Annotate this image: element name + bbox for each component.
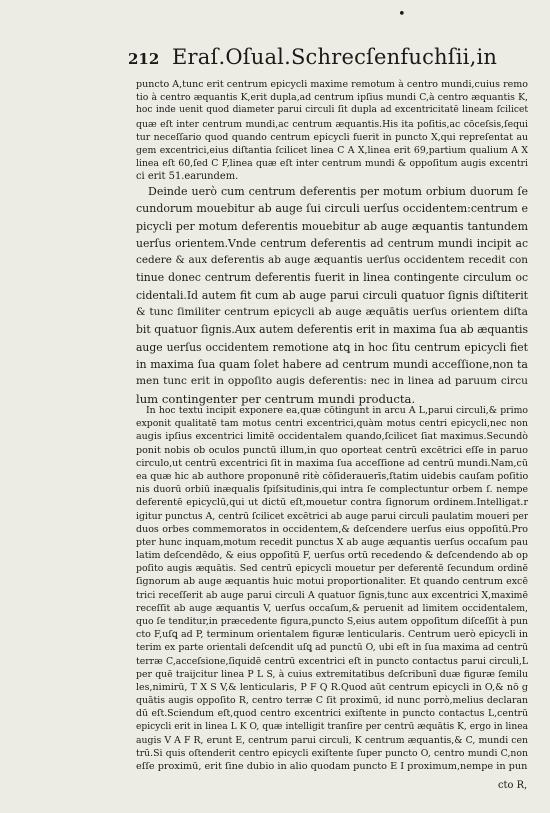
text-line: circulo,ut centrū excentrici ſit in maxima ſua acceſſione ad centrū mundi.Nam,cū: [136, 457, 528, 469]
text-line: ponit nobis ob oculos punctū illum,in quo oporteat centrū excētrici eſſe in paruo: [136, 444, 528, 456]
running-head: Eraſ.Oſual.Schrecſenfuchſii,in: [172, 45, 498, 69]
text-line: bit quatuor ſignis.Aux autem deferentis erit in maxima ſua ab æquantis: [136, 323, 528, 337]
text-line: in maxima ſua quam ſolet habere ad centrum mundi acceſſione,non ta: [136, 357, 528, 371]
text-line: latim deſcendēdo, & eius oppoſitū F, uerſus ortū recedendo & deſcendendo ab op: [136, 550, 528, 562]
text-line: pter hunc inquam,motum recedit punctus X ab auge æquantis uerſus occaſum pau: [136, 536, 528, 548]
text-line: quātis augis oppoſito R, centro terræ C ſit proximū, id nunc porrò,melius declaran: [136, 695, 528, 707]
text-line: trū.Si quis oſtenderit centro epicycli exiſtente ſuper puncto O, centro mundi C,non: [136, 747, 528, 759]
text-line: quæ eſt inter centrum mundi,ac centrum æquantis.His ita poſitis,ac cōceſsis,ſequi: [136, 118, 528, 130]
text-line: tinue donec centrum deferentis fuerit in linea contingente circulum oc: [136, 271, 528, 285]
text-line: poſito augis æquātis. Sed centrū epicycli mouetur per deferentē ſecundum ordinē: [136, 563, 528, 575]
text-line: les,nimirū, T X S V,& lenticularis, P F Q R.Quod aūt centrum epicycli in O,& nō g: [136, 681, 528, 693]
text-line: gem excentrici,eius diſtantia ſcilicet linea C A X,linea erit 69,partium qualium A X: [136, 144, 528, 156]
text-line: lum contingenter per centrum mundi producta.: [136, 391, 416, 406]
text-line: Deinde uerò cum centrum deferentis per motum orbium duorum ſe: [148, 185, 528, 198]
text-line: augis V A F R, erunt E, centrum parui circuli, K centrum æquantis,& C, mundi cen: [136, 734, 528, 746]
text-line: receſſit ab auge æquantis V, uerſus occaſum,& peruenit ad limitem occidentalem,: [136, 602, 528, 614]
text-line: dū eſt.Sciendum eſt,quod centro excentrici exiſtente in puncto contactus L,centrū: [136, 708, 528, 720]
text-line: epicycli erit in linea L K O, quæ intelligit tranſire per centrū æquātis K, ergo in linea: [136, 721, 528, 732]
text-line: cidentali.Id autem fit cum ab auge parui circuli quatuor ſignis diſtiterit: [136, 288, 528, 302]
text-line: uerſus orientem.Vnde centrum deferentis ad centrum mundi incipit ac: [136, 236, 528, 250]
text-line: per quē traijcitur linea P L S, à cuius extremitatibus deſcribunī duæ figuræ ſemilu: [136, 668, 528, 680]
text-line: trici receſſerit ab auge parui circuli A quatuor ſignis,tunc aux excentrici X,maximē: [136, 589, 528, 601]
page-header: [128, 44, 528, 72]
text-line: quo ſe tenditur,in præcedente figura,puncto S,eius autem oppoſitum diſceſſit à pun: [136, 616, 528, 627]
text-line: igitur punctus A, centrū ſcilicet excētrici ab auge parui circuli paulatim moueri per: [136, 510, 528, 522]
text-line: eſſe proximū, erit ſine dubio in alio quodam puncto E I proximum,nempe in pun: [136, 761, 528, 773]
text-line: linea eſt 60,ſed C F,linea quæ eſt inter centrum mundi & oppoſitum augis excentri: [136, 158, 528, 170]
commentary-paragraph-1: [136, 78, 528, 184]
text-line: terim ex parte orientali deſcendit uſꝗ ad punctū O, ubi eſt in ſua maxima ad centrū: [136, 642, 528, 654]
commentary-paragraph-2: [136, 404, 528, 773]
text-line: duos orbes commemoratos in occidentem,& deſcendere uerſus eius oppoſitū.Pro: [136, 523, 528, 535]
text-line: men tunc erit in oppoſito augis deferentis: nec in linea ad paruum circu: [136, 375, 528, 388]
text-line: puncto A,tunc erit centrum epicycli maxime remotum à centro mundi,cuius remo: [136, 79, 528, 90]
text-line: deferentē epicyclū,qui ut dictū eſt,mouetur contra ſignorum ordinem.Intelligat.r: [136, 497, 528, 509]
text-line: augis ipſius excentrici limitē occidentalem quando,ſcilicet ſiat maximus.Secundò: [136, 431, 528, 443]
catchword: cto R,: [498, 780, 528, 791]
text-line: cto F,uſꝗ ad P, terminum orientalem figuræ lenticularis. Centrum uerò epicycli in: [136, 629, 528, 641]
text-line: picycli per motum deferentis mouebitur ab auge æquantis tantundem: [136, 219, 528, 233]
text-line: terræ C,acceſsione,ſiquidē centrū excentrici eſt in puncto contactus parui circuli,L: [136, 655, 528, 667]
text-line: auge uerſus occidentem remotione atꝗ in hoc ſitu centrum epicycli fiet: [136, 340, 528, 354]
page-number: 212: [128, 50, 160, 68]
text-line: ci erit 51.earundem.: [136, 171, 239, 183]
text-line: nis duorū orbiū inæqualis ſpiſsitudinis,qui intra ſe complectuntur orbem ſ. nempe: [136, 484, 528, 496]
text-line: exponit qualitatē tam motus centri excentrici,quàm motus centri epicycli,nec non: [136, 418, 528, 430]
text-line: hoc inde uenit quod diameter parui circuli ſit dupla ad excentricitatē lineam ſcilicet: [136, 105, 528, 116]
ink-mark: •: [398, 7, 406, 22]
text-line: cundorum mouebitur ab auge ſui circuli uerſus occidentem:centrum e: [136, 202, 528, 216]
main-text-paragraph: [136, 183, 528, 408]
text-line: cedere & aux deferentis ab auge æquantis uerſus occidentem recedit con: [136, 254, 528, 267]
text-line: tur neceſſario quod quando centrum epicycli fuerit in puncto X,qui repreſentat au: [136, 131, 528, 143]
text-line: ſignorum ab auge æquantis huic motui proportionaliter. Et quando centrum excē: [136, 576, 528, 588]
text-line: & tunc ſimiliter centrum epicycli ab auge æquātis uerſus orientem diſta: [136, 306, 528, 319]
text-line: tio à centro æquantis K,erit dupla,ad centrum ipſius mundi C,à centro æquantis K,: [136, 92, 528, 104]
text-line: In hoc textu incipit exponere ea,quæ cōtingunt in arcu A L,parui circuli,& primo: [146, 405, 528, 416]
text-line: ea quæ hic ab authore proponunē ritè cōſiderauerīs,ſtatim uidebis cauſam poſitio: [136, 470, 528, 482]
